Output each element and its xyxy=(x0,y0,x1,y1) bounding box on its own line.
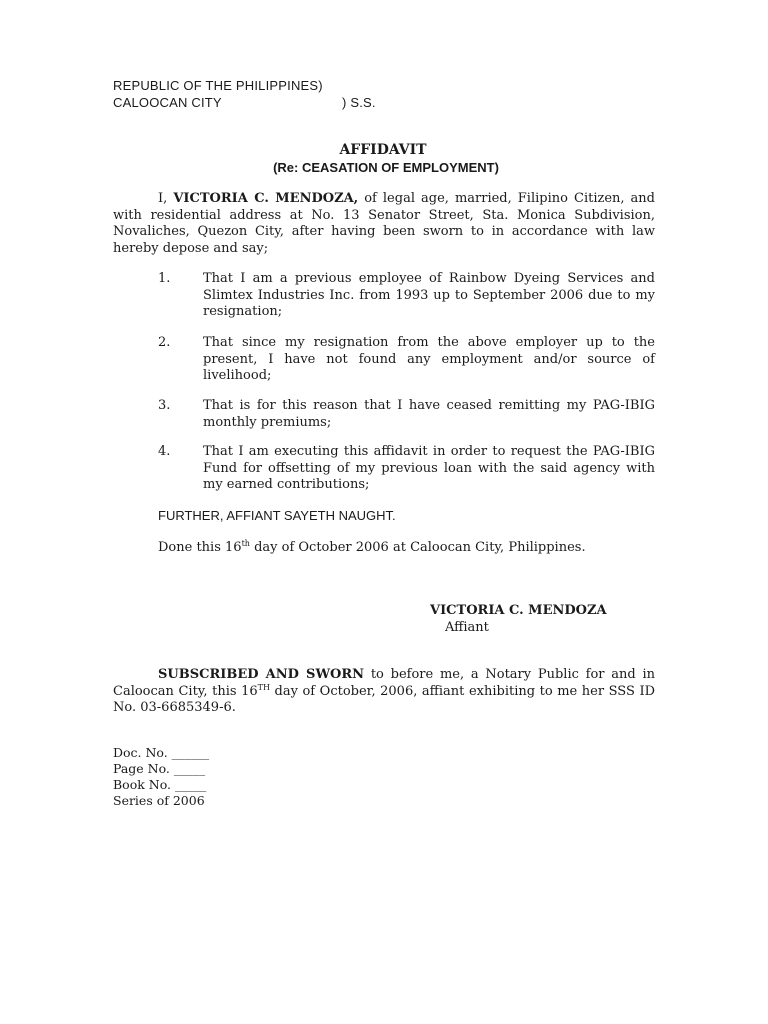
notary-series: Series of 2006 xyxy=(113,793,205,808)
venue-city xyxy=(113,95,376,110)
list-item-number: 2. xyxy=(158,335,171,350)
list-item-text: That I am a previous employee of Rainbow Dyeing Services and Slimtex Industries Inc. from 1993 up to September 2006 due to my resignation; xyxy=(203,271,655,319)
list-item-text: That since my resignation from the above employer up to the present, I have not found any employment and/or source of livelihood; xyxy=(203,335,655,383)
notary-doc-no: Doc. No. ______ xyxy=(113,745,210,760)
jurat-ordinal: TH xyxy=(257,682,270,692)
jurat-after: day of October, 2006, affiant exhibiting to me her SSS ID No. 03-6685349-6. xyxy=(113,683,655,715)
venue-republic: REPUBLIC OF THE PHILIPPINES) xyxy=(113,78,323,93)
venue-ss: ) S.S. xyxy=(342,95,376,110)
jurat-paragraph xyxy=(113,667,655,717)
venue-city-name: CALOOCAN CITY xyxy=(113,95,222,110)
signature-label: Affiant xyxy=(445,620,489,635)
done-statement xyxy=(158,540,586,555)
signature-name: VICTORIA C. MENDOZA xyxy=(430,603,607,618)
jurat-bold: SUBSCRIBED AND SWORN xyxy=(158,667,365,682)
notary-book-no: Book No. _____ xyxy=(113,777,207,792)
document-title xyxy=(0,142,768,158)
list-item-text: That is for this reason that I have ceased remitting my PAG-IBIG monthly premiums; xyxy=(203,398,655,430)
intro-prefix: I, xyxy=(158,191,174,206)
document-subtitle xyxy=(0,160,768,175)
list-item-text: That I am executing this affidavit in order to request the PAG-IBIG Fund for offsetting of my previous loan with the said agency with my earned contributions; xyxy=(203,444,655,492)
intro-paragraph xyxy=(113,191,655,257)
document-subtitle-text: (Re: CEASATION OF EMPLOYMENT) xyxy=(273,160,499,175)
affiant-name-inline: VICTORIA C. MENDOZA, xyxy=(173,191,359,206)
notary-page-no: Page No. _____ xyxy=(113,761,206,776)
list-item-number: 1. xyxy=(158,271,171,286)
further-statement: FURTHER, AFFIANT SAYETH NAUGHT. xyxy=(158,508,396,523)
jurat-before: to before me, a Notary Public for and in Caloocan City, this 16 xyxy=(113,667,656,699)
document-title-text: AFFIDAVIT xyxy=(339,142,427,158)
done-before: Done this 16 xyxy=(158,540,242,555)
list-item-number: 4. xyxy=(158,444,171,459)
done-ordinal: th xyxy=(241,539,250,548)
intro-text: of legal age, married, Filipino Citizen, and with residential address at No. 13 Senator Street, Sta. Monica Subdivision, Novaliches, Quezon City, after having been sworn to in accordance with law hereby depose and say; xyxy=(113,191,656,256)
done-after: day of October 2006 at Caloocan City, Philippines. xyxy=(249,540,586,555)
list-item-number: 3. xyxy=(158,398,171,413)
